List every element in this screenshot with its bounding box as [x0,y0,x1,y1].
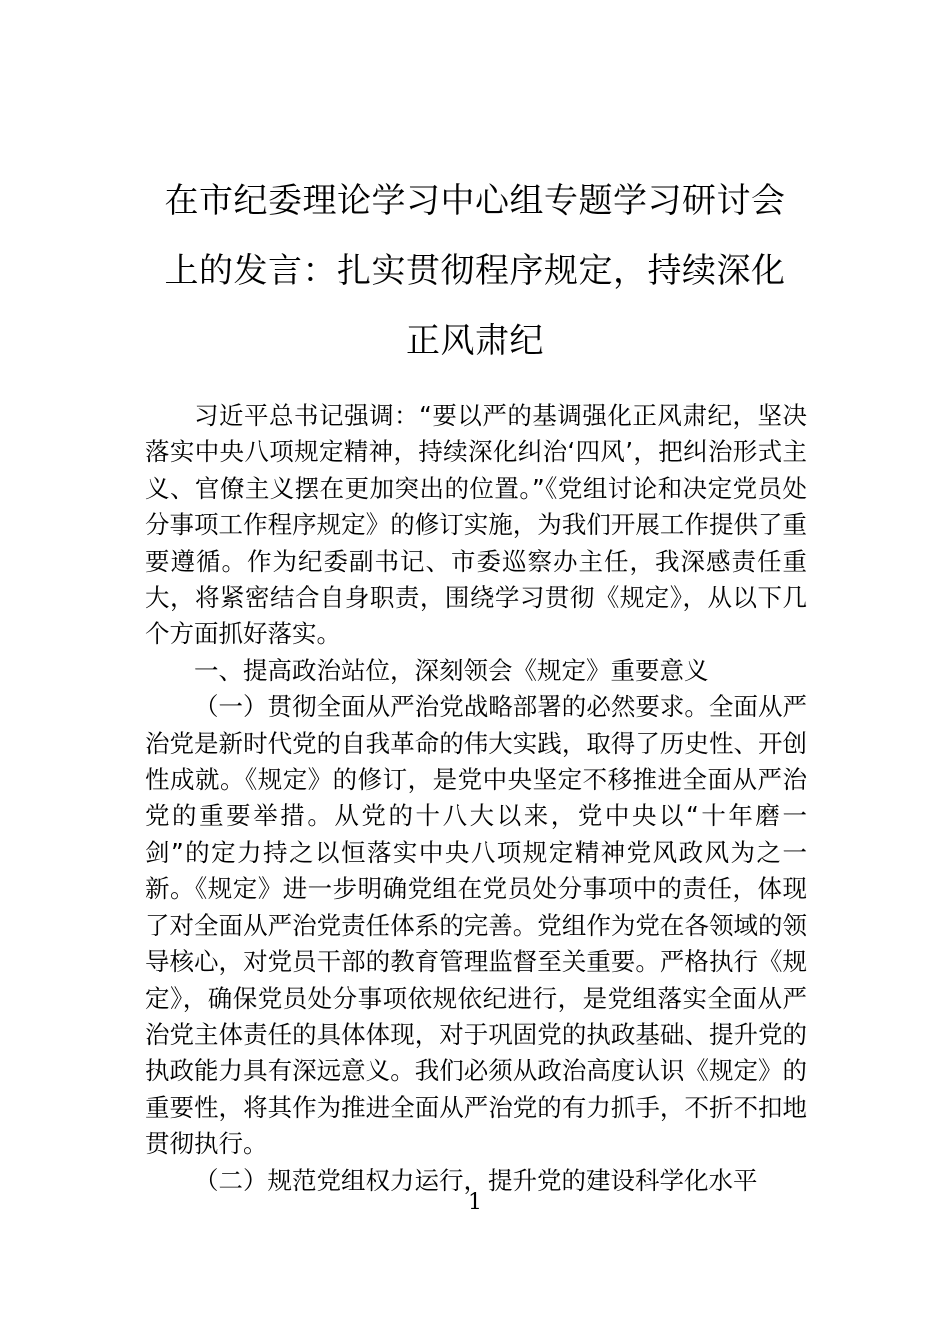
document-title [140,166,810,376]
title-line-2: 上的发言：扎实贯彻程序规定，持续深化 [164,251,786,291]
subsection-heading-2: （二）规范党组权力运行，提升党的建设科学化水平 [194,1165,758,1195]
subsection-paragraph-1: （一）贯彻全面从严治党战略部署的必然要求。全面从严治党是新时代党的自我革命的伟大实践，取得了历史性、开创性成就。《规定》的修订，是党中央坚定不移推进全面从严治党的重要举措。从党的十八大以来，党中央以“十年磨一剑”的定力持之以恒落实中央八项规定精神党风政风为之一新。《规定》进一步明确党组在党员处分事项中的责任，体现了对全面从严治党责任体系的完善。党组作为党在各领域的领导核心，对党员干部的教育管理监督至关重要。严格执行《规定》，确保党员处分事项依规依纪进行，是党组落实全面从严治党主体责任的具体体现，对于巩固党的执政基础、提升党的执政能力具有深远意义。我们必须从政治高度认识《规定》的重要性，将其作为推进全面从严治党的有力抓手，不折不扣地贯彻执行。 [145,692,807,1159]
page-number: 1 [468,1190,482,1215]
title-line-1: 在市纪委理论学习中心组专题学习研讨会 [164,181,786,221]
title-line-3: 正风肃纪 [406,321,544,361]
document-body [145,398,807,1199]
intro-paragraph: 习近平总书记强调：“要以严的基调强化正风肃纪，坚决落实中央八项规定精神，持续深化纠治‘四风’，把纠治形式主义、官僚主义摆在更加突出的位置。”《党组讨论和决定党员处分事项工作程序规定》的修订实施，为我们开展工作提供了重要遵循。作为纪委副书记、市委巡察办主任，我深感责任重大，将紧密结合自身职责，围绕学习贯彻《规定》，从以下几个方面抓好落实。 [145,401,807,649]
section-heading-1: 一、提高政治站位，深刻领会《规定》重要意义 [194,655,709,685]
